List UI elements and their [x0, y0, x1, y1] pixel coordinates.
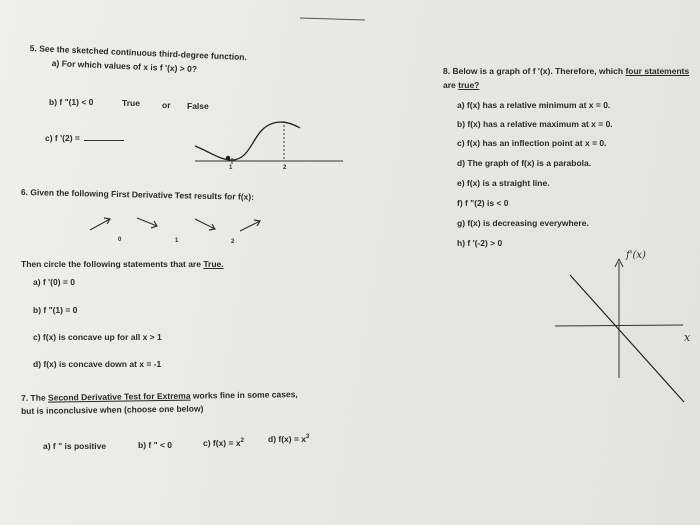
q7-line1-underlined: Second Derivative Test for Extrema [47, 390, 191, 403]
q6-item-a[interactable]: a) f '(0) = 0 [33, 277, 75, 287]
q7-line2: but is inconclusive when (choose one below) [21, 403, 204, 416]
q7-option-b[interactable]: b) f " < 0 [138, 440, 173, 450]
q8-graph-label-y: f'(x) [626, 250, 646, 261]
q7-option-d-exp: 3 [306, 434, 310, 441]
q6-instruction-prefix: Then circle the following statements that are [21, 259, 204, 269]
q8-item-f[interactable]: f) f "(2) is < 0 [457, 198, 509, 208]
q6-item-d[interactable]: d) f(x) is concave down at x = -1 [33, 359, 162, 369]
q8-fprime-line [570, 275, 684, 402]
q8-item-b[interactable]: b) f(x) has a relative maximum at x = 0. [457, 119, 613, 129]
q8-item-e[interactable]: e) f(x) is a straight line. [457, 178, 550, 188]
q6-tick-1: 1 [175, 238, 179, 244]
q7-option-d-base: d) f(x) = x [268, 434, 307, 444]
q7-line1-prefix: 7. The [21, 392, 49, 403]
q8-graph-label-x: x [684, 331, 691, 344]
q8-title-line2-prefix: are [443, 80, 459, 90]
q6-instruction-true: True. [203, 259, 224, 269]
q6-tick-2: 2 [231, 239, 235, 245]
q5-graph-tick-2: 2 [283, 165, 287, 171]
q8-title-prefix: 8. Below is a graph of f '(x). Therefore, which [443, 66, 626, 76]
q5-true-option[interactable]: True [122, 98, 140, 108]
q5-graph-tick-1: 1 [229, 165, 233, 171]
q5-part-a: a) For which values of x is f '(x) > 0? [51, 58, 198, 75]
q8-item-c[interactable]: c) f(x) has an inflection point at x = 0. [457, 138, 607, 148]
q5-part-c-label: c) f '(2) = [45, 133, 83, 143]
q5-or-label: or [162, 100, 171, 110]
q8-item-a[interactable]: a) f(x) has a relative minimum at x = 0. [457, 100, 611, 110]
q7-option-a[interactable]: a) f " is positive [43, 441, 107, 451]
q8-title-line2-underlined: true? [458, 80, 480, 90]
q5-title: 5. See the sketched continuous third-degree function. [29, 43, 248, 63]
q8-item-g[interactable]: g) f(x) is decreasing everywhere. [457, 218, 589, 228]
q8-item-d[interactable]: d) The graph of f(x) is a parabola. [457, 158, 592, 168]
q6-item-b[interactable]: b) f "(1) = 0 [33, 305, 78, 315]
q7-option-c-base: c) f(x) = x [203, 438, 241, 448]
q5-false-option[interactable]: False [187, 101, 209, 111]
q5-part-b: b) f "(1) < 0 [49, 97, 94, 107]
q8-x-axis [555, 325, 683, 326]
q7-option-c-exp: 2 [240, 438, 244, 445]
q6-title: 6. Given the following First Derivative Test results for f(x): [20, 187, 255, 202]
q8-title-underlined: four statements [625, 66, 690, 76]
q6-item-c[interactable]: c) f(x) is concave up for all x > 1 [33, 332, 162, 342]
q6-tick-0: 0 [118, 237, 122, 243]
q7-line1-suffix: works fine in some cases, [190, 389, 298, 401]
q8-item-h[interactable]: h) f '(-2) > 0 [457, 238, 503, 248]
